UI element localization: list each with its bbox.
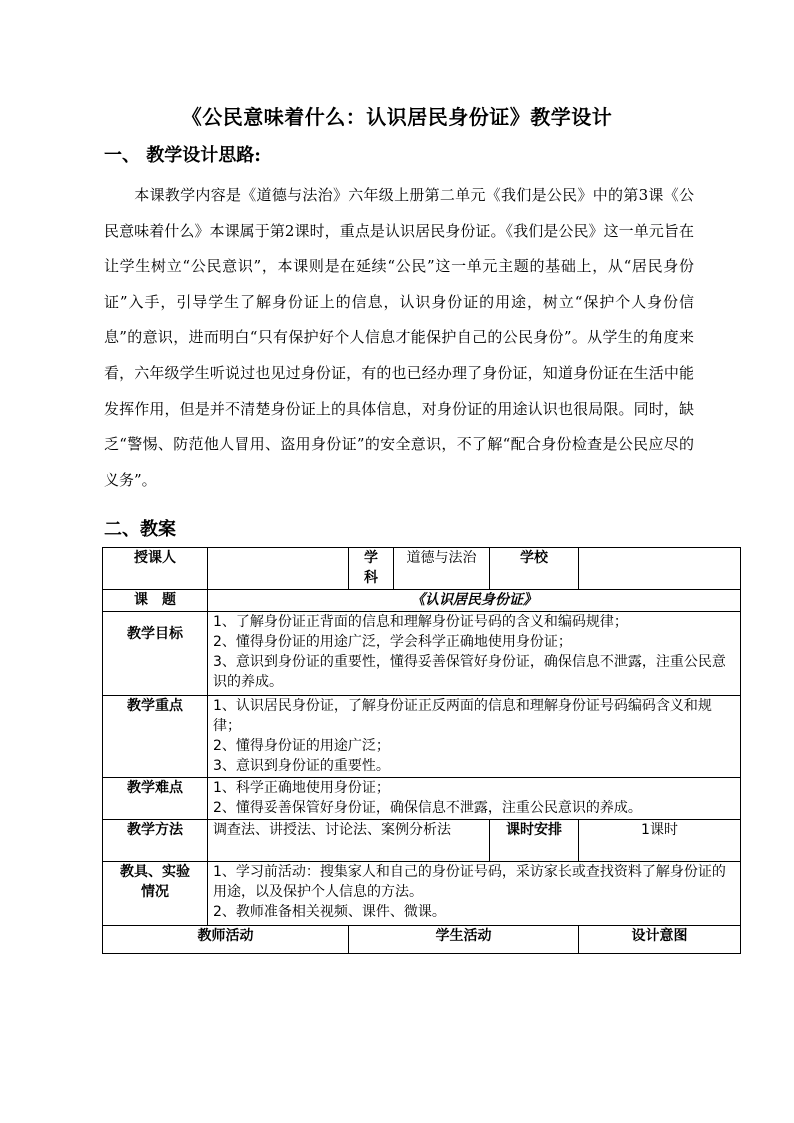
tools-item: 1、学习前活动：搜集家人和自己的身份证号码，采访家长或查找资料了解身份证的用途，以及保护个人信息的方法。 [213, 864, 726, 900]
difficulty-cell [208, 778, 741, 820]
hours-value: 1课时 [579, 820, 741, 862]
tools-label-line1: 教具、实验 [120, 864, 190, 880]
school-value [579, 548, 741, 590]
key-point-item: 1、认识居民身份证，了解身份证正反两面的信息和理解身份证号码编码含义和规律； [213, 698, 712, 734]
key-point-item: 2、懂得身份证的用途广泛； [213, 738, 390, 754]
subject-value: 道德与法治 [394, 548, 490, 590]
goals-cell [208, 612, 741, 696]
goal-item: 1、了解身份证正背面的信息和理解身份证号码的含义和编码规律； [213, 614, 628, 630]
subject-label-line2: 科 [364, 570, 378, 586]
goal-item: 2、懂得身份证的用途广泛，学会科学正确地使用身份证； [213, 634, 572, 650]
topic-label: 课 题 [103, 590, 208, 612]
difficulty-item: 1、科学正确地使用身份证； [213, 780, 390, 796]
school-label: 学校 [490, 548, 579, 590]
teacher-label: 授课人 [103, 548, 208, 590]
key-points-cell [208, 696, 741, 778]
hours-label: 课时安排 [490, 820, 579, 862]
tools-label [103, 862, 208, 926]
goal-item: 3、意识到身份证的重要性，懂得妥善保管好身份证，确保信息不泄露，注重公民意识的养成。 [213, 654, 726, 690]
topic-value: 《认识居民身份证》 [208, 590, 741, 612]
teacher-value [208, 548, 349, 590]
subject-label [349, 548, 394, 590]
section-heading-lesson-plan: 二、教案 [104, 519, 176, 540]
lesson-plan-table [102, 547, 741, 954]
subject-label-line1: 学 [364, 550, 378, 566]
document-title: 《公民意味着什么：认识居民身份证》教学设计 [181, 105, 613, 129]
design-idea-text: 本课教学内容是《道德与法治》六年级上册第二单元《我们是公民》中的第3课《公民意味着什么》本课属于第2课时，重点是认识居民身份证。《我们是公民》这一单元旨在让学生树立“公民意识”，本课则是在延续“公民”这一单元主题的基础上，从“居民身份证”入手，引导学生了解身份证上的信息，认识身份证的用途，树立“保护个人身份信息”的意识，进而明白“只有保护好个人信息才能保护自己的公民身份”。从学生的角度来看，六年级学生听说过也见过身份证，有的也已经办理了身份证，知道身份证在生活中能发挥作用，但是并不清楚身份证上的具体信息，对身份证的用途认识也很局限。同时，缺乏“警惕、防范他人冒用、盗用身份证”的安全意识，不了解“配合身份检查是公民应尽的义务”。 [104, 186, 694, 489]
difficulty-label: 教学难点 [103, 778, 208, 820]
difficulty-item: 2、懂得妥善保管好身份证，确保信息不泄露，注重公民意识的养成。 [213, 800, 642, 816]
section-heading-design-idea: 一、 教学设计思路: [104, 145, 261, 166]
column-header-teacher-activity: 教师活动 [103, 926, 349, 954]
tools-item: 2、教师准备相关视频、课件、微课。 [213, 904, 446, 920]
tools-cell [208, 862, 741, 926]
design-idea-paragraph [104, 178, 694, 498]
tools-label-line2: 情况 [141, 884, 169, 900]
method-value: 调查法、讲授法、讨论法、案例分析法 [208, 820, 490, 862]
key-point-item: 3、意识到身份证的重要性。 [213, 758, 390, 774]
column-header-design-intent: 设计意图 [579, 926, 741, 954]
key-points-label: 教学重点 [103, 696, 208, 778]
goals-label: 教学目标 [103, 612, 208, 696]
method-label: 教学方法 [103, 820, 208, 862]
column-header-student-activity: 学生活动 [349, 926, 579, 954]
